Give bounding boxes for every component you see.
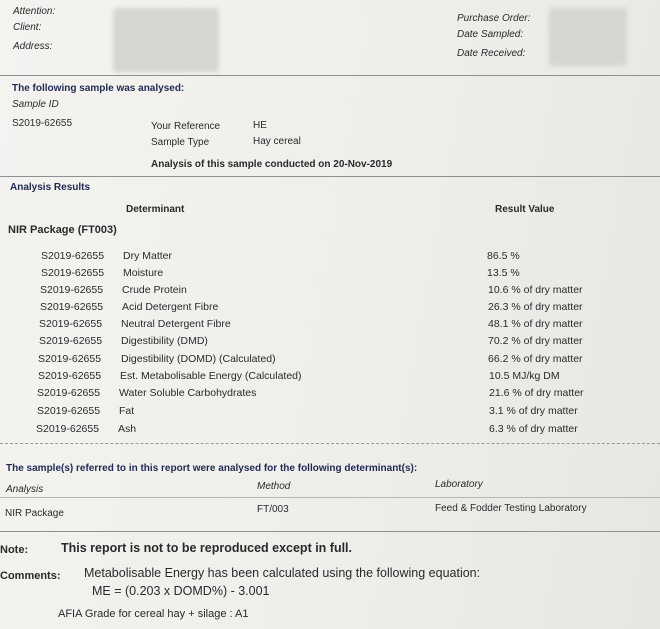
me-equation: ME = (0.203 x DOMD%) - 3.001 [92, 584, 270, 598]
results-heading: Analysis Results [10, 182, 91, 193]
row-result-value: 3.1 % of dry matter [489, 405, 578, 417]
results-row [0, 301, 660, 318]
address-label: Address: [13, 41, 53, 52]
sample-id-label: Sample ID [12, 99, 59, 110]
row-sample-id: S2019-62655 [39, 318, 103, 330]
results-row [0, 405, 660, 422]
row-determinant: Digestibility (DMD) [121, 335, 208, 347]
header-divider [0, 75, 660, 76]
row-determinant: Fat [119, 405, 135, 417]
row-sample-id: S2019-62655 [39, 335, 103, 347]
row-sample-id: S2019-62655 [38, 353, 102, 365]
results-row [0, 353, 660, 370]
sample-divider [0, 176, 660, 177]
laboratory-column-header: Laboratory [435, 479, 483, 490]
results-row [0, 318, 660, 335]
date-received-label: Date Received: [457, 48, 526, 59]
method-column-header: Method [257, 481, 291, 492]
row-result-value: 21.6 % of dry matter [489, 387, 584, 399]
result-value-column-header: Result Value [495, 204, 555, 215]
row-sample-id: S2019-62655 [38, 370, 102, 382]
row-result-value: 86.5 % [487, 250, 520, 262]
note-label: Note: [0, 544, 29, 556]
redacted-client-details [113, 8, 219, 72]
results-divider [0, 443, 660, 444]
analysis-column-header: Analysis [6, 484, 44, 495]
comments-text: Metabolisable Energy has been calculated using the following equation: [84, 566, 481, 580]
row-sample-id: S2019-62655 [40, 284, 104, 296]
results-row [0, 284, 660, 301]
sample-id-value: S2019-62655 [12, 118, 73, 129]
row-result-value: 10.5 MJ/kg DM [489, 370, 560, 382]
methods-divider [0, 531, 660, 532]
methods-heading: The sample(s) referred to in this report were analysed for the following determinant(s): [6, 463, 418, 474]
row-result-value: 13.5 % [487, 267, 520, 279]
row-determinant: Digestibility (DOMD) (Calculated) [121, 353, 276, 365]
row-sample-id: S2019-62655 [36, 423, 100, 435]
results-row [0, 335, 660, 352]
sample-type-label: Sample Type [151, 137, 210, 148]
your-reference-value: HE [253, 120, 267, 131]
results-row [0, 370, 660, 387]
methods-header-divider [0, 497, 660, 498]
row-determinant: Dry Matter [123, 250, 173, 262]
your-reference-label: Your Reference [151, 121, 221, 132]
row-sample-id: S2019-62655 [40, 301, 104, 313]
client-label: Client: [13, 22, 42, 33]
row-sample-id: S2019-62655 [37, 405, 101, 417]
row-sample-id: S2019-62655 [37, 387, 101, 399]
sample-heading: The following sample was analysed: [12, 83, 185, 94]
comments-label: Comments: [0, 570, 61, 582]
row-determinant: Est. Metabolisable Energy (Calculated) [120, 370, 302, 382]
methods-analysis-value: NIR Package [5, 508, 64, 519]
row-result-value: 70.2 % of dry matter [488, 335, 583, 347]
row-determinant: Acid Detergent Fibre [122, 301, 219, 313]
attention-label: Attention: [13, 6, 56, 17]
purchase-order-label: Purchase Order: [457, 13, 531, 24]
results-row [0, 267, 660, 284]
row-sample-id: S2019-62655 [41, 250, 105, 262]
row-result-value: 48.1 % of dry matter [488, 318, 583, 330]
row-determinant: Water Soluble Carbohydrates [119, 387, 257, 399]
determinant-column-header: Determinant [126, 204, 185, 215]
note-text: This report is not to be reproduced except in full. [61, 541, 353, 555]
results-row [0, 250, 660, 267]
afia-grade: AFIA Grade for cereal hay + silage : A1 [58, 608, 249, 620]
row-result-value: 66.2 % of dry matter [488, 353, 583, 365]
row-result-value: 6.3 % of dry matter [489, 423, 578, 435]
results-row [0, 387, 660, 404]
methods-method-value: FT/003 [257, 504, 289, 515]
row-determinant: Moisture [123, 267, 164, 279]
analysis-date-text: Analysis of this sample conducted on 20-Nov-2019 [151, 159, 393, 170]
package-title: NIR Package (FT003) [8, 224, 117, 236]
row-result-value: 26.3 % of dry matter [488, 301, 583, 313]
sample-type-value: Hay cereal [253, 136, 301, 147]
row-result-value: 10.6 % of dry matter [488, 284, 583, 296]
date-sampled-label: Date Sampled: [457, 29, 524, 40]
row-determinant: Ash [118, 423, 137, 435]
results-row [0, 423, 660, 440]
row-determinant: Crude Protein [122, 284, 187, 296]
row-sample-id: S2019-62655 [41, 267, 105, 279]
methods-laboratory-value: Feed & Fodder Testing Laboratory [435, 503, 587, 514]
row-determinant: Neutral Detergent Fibre [121, 318, 231, 330]
redacted-order-details [549, 8, 627, 66]
